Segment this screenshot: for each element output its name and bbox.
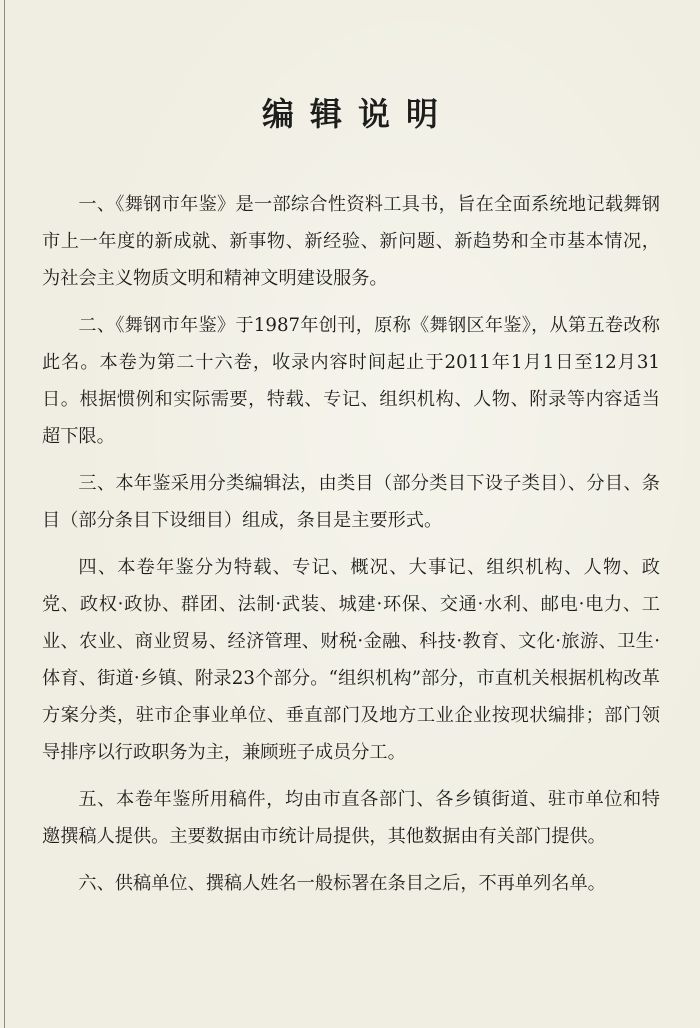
- page-title: 编辑说明: [261, 95, 454, 133]
- paragraph-2: 二、《舞钢市年鉴》于1987年创刊，原称《舞钢区年鉴》，从第五卷改称此名。本卷为第二十六卷，收录内容时间起止于2011年1月1日至12月31日。根据惯例和实际需要，特载、专记、组织机构、人物、附录等内容适当超下限。: [42, 315, 660, 447]
- paragraph-1: 一、《舞钢市年鉴》是一部综合性资料工具书，旨在全面系统地记载舞钢市上一年度的新成就、新事物、新经验、新问题、新趋势和全市基本情况，为社会主义物质文明和精神文明建设服务。: [42, 194, 660, 289]
- page-left-edge: [4, 0, 5, 1028]
- paragraph-3: 三、本年鉴采用分类编辑法，由类目（部分类目下设子类目）、分目、条目（部分条目下设细目）组成，条目是主要形式。: [42, 473, 660, 531]
- document-body: [42, 186, 660, 912]
- paragraph-6: 六、供稿单位、撰稿人姓名一般标署在条目之后，不再单列名单。: [78, 873, 606, 894]
- paragraph-5: 五、本卷年鉴所用稿件，均由市直各部门、各乡镇街道、驻市单位和特邀撰稿人提供。主要数据由市统计局提供，其他数据由有关部门提供。: [42, 789, 660, 847]
- paragraph-4: 四、本卷年鉴分为特载、专记、概况、大事记、组织机构、人物、政党、政权·政协、群团、法制·武装、城建·环保、交通·水利、邮电·电力、工业、农业、商业贸易、经济管理、财税·金融、科技·教育、文化·旅游、卫生·体育、街道·乡镇、附录23个部分。“组织机构”部分，市直机关根据机构改革方案分类，驻市企事业单位、垂直部门及地方工业企业按现状编排；部门领导排序以行政职务为主，兼顾班子成员分工。: [42, 557, 660, 763]
